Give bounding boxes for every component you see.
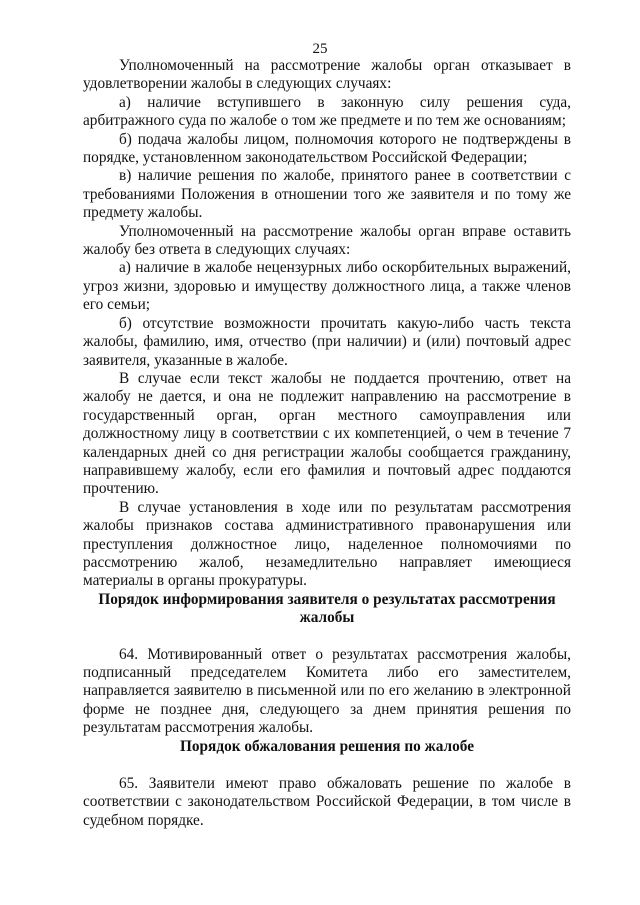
refusal-intro: Уполномоченный на рассмотрение жалобы орган отказывает в удовлетворении жалобы в следующих случаях: xyxy=(83,57,571,93)
paragraph-65: 65. Заявители имеют право обжаловать решение по жалобе в соответствии с законодательством Российской Федерации, в том числе в судебном порядке. xyxy=(83,775,571,829)
violation-paragraph: В случае установления в ходе или по результатам рассмотрения жалобы признаков состава административного правонарушения или преступления должностное лицо, наделенное полномочиями по рассмотрению жалоб, незамедлительно направляет имеющиеся материалы в органы прокуратуры. xyxy=(83,498,571,590)
refusal-item-c: в) наличие решения по жалобе, принятого ранее в соответствии с требованиями Положения в отношении того же заявителя и по тому же предмету жалобы. xyxy=(83,167,571,222)
unreadable-paragraph: В случае если текст жалобы не поддается прочтению, ответ на жалобу не дается, и она не подлежит направлению на рассмотрение в государственный орган, орган местного самоуправления или должностному лицу в соответствии с их компетенцией, о чем в течение 7 календарных дней со дня регистрации жалобы сообщается гражданину, направившему жалобу, если его фамилия и почтовый адрес поддаются прочтению. xyxy=(83,369,571,498)
section-heading-appeal: Порядок обжалования решения по жалобе xyxy=(180,737,474,755)
no-answer-item-a: а) наличие в жалобе нецензурных либо оскорбительных выражений, угроз жизни, здоровью и имуществу должностного лица, а также членов его семьи; xyxy=(83,259,571,314)
document-body xyxy=(83,57,571,830)
section-heading-inform: Порядок информирования заявителя о результатах рассмотрения жалобы xyxy=(98,590,556,627)
refusal-item-b: б) подача жалобы лицом, полномочия которого не подтверждены в порядке, установленном законодательством Российской Федерации; xyxy=(83,130,571,167)
no-answer-item-b: б) отсутствие возможности прочитать какую-либо часть текста жалобы, фамилию, имя, отчество (при наличии) и (или) почтовый адрес заявителя, указанные в жалобе. xyxy=(83,314,571,369)
paragraph-64: 64. Мотивированный ответ о результатах рассмотрения жалобы, подписанный председателем Комитета либо его заместителем, направляется заявителю в письменной или по его желанию в электронной форме не позднее дня, следующего за днем принятия решения по результатам рассмотрения жалобы. xyxy=(83,645,571,737)
no-answer-intro: Уполномоченный на рассмотрение жалобы орган вправе оставить жалобу без ответа в следующих случаях: xyxy=(83,222,571,259)
refusal-item-a: а) наличие вступившего в законную силу решения суда, арбитражного суда по жалобе о том же предмете и по тем же основаниям; xyxy=(83,93,571,130)
page-number: 25 xyxy=(312,41,328,57)
